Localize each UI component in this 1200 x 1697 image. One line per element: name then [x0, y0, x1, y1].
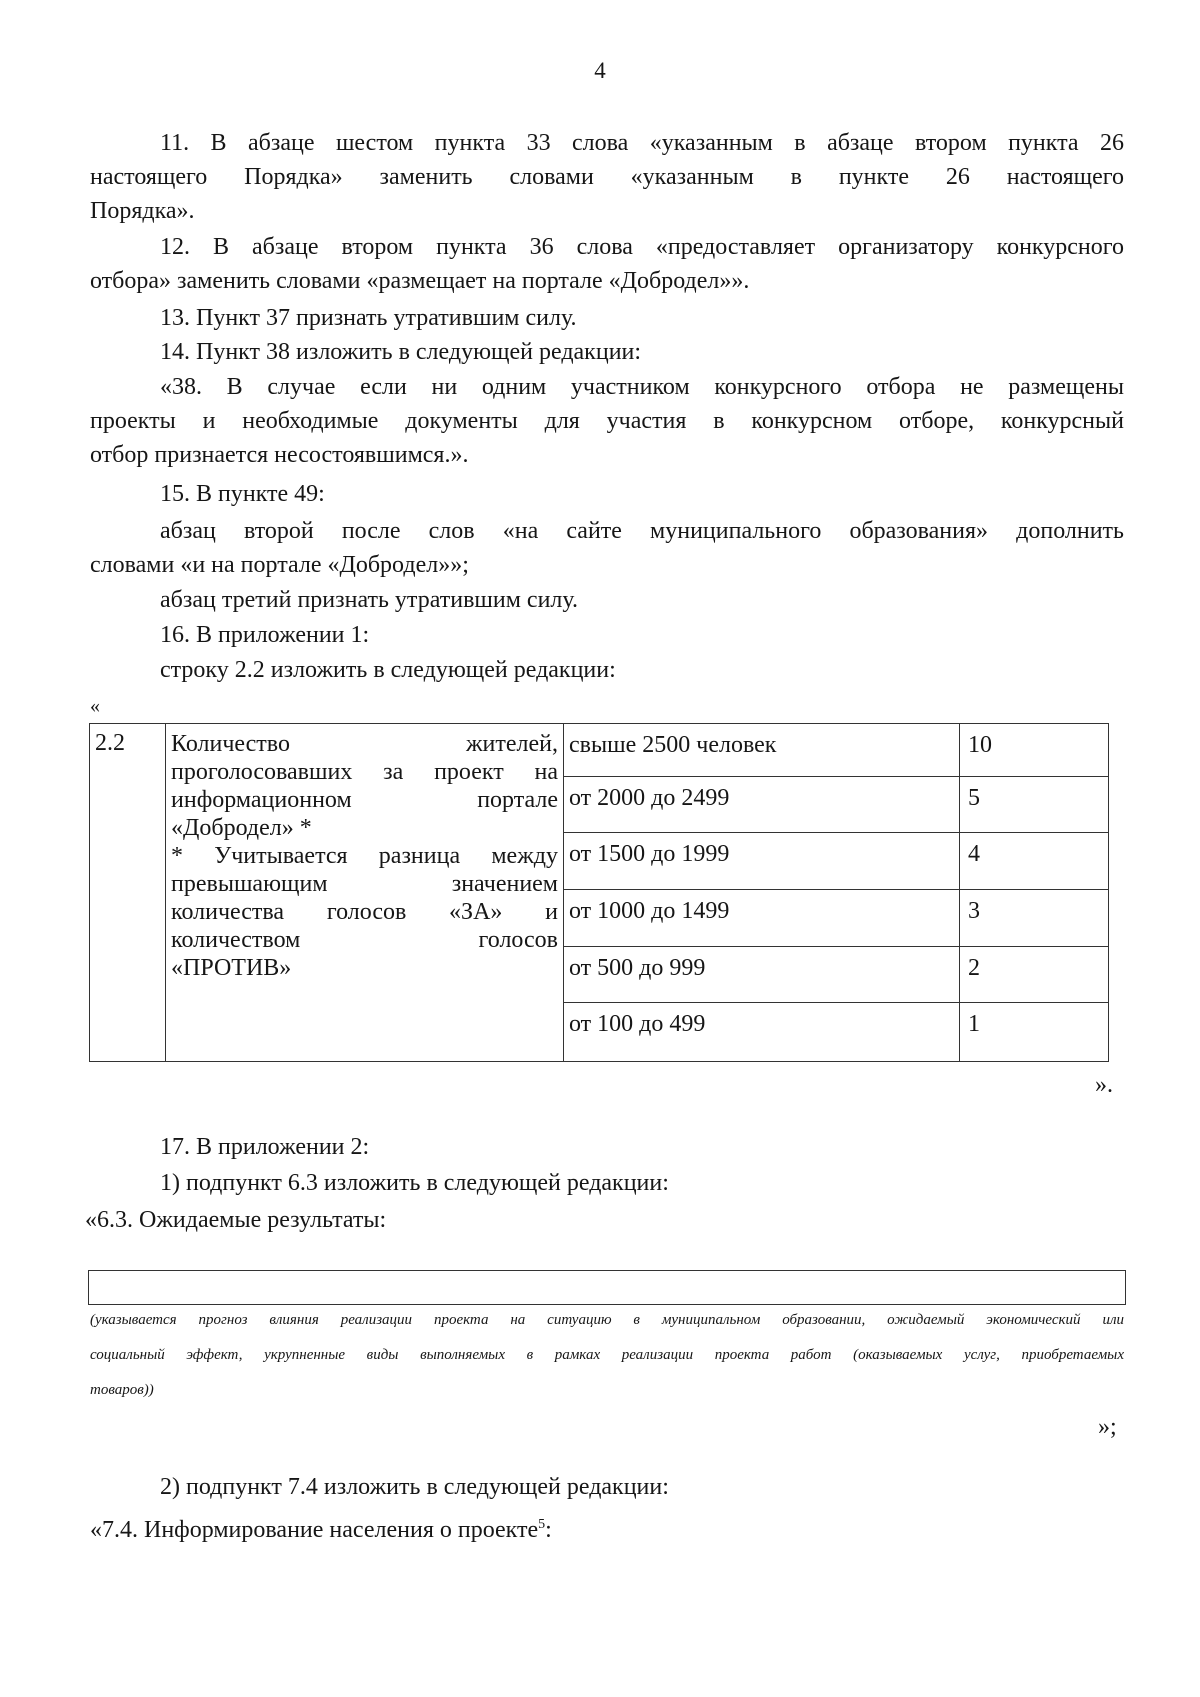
item-6-3: «6.3. Ожидаемые результаты: [85, 1207, 387, 1233]
item-13: 13. Пункт 37 признать утратившим силу. [160, 305, 577, 331]
points-cell: 3 [960, 890, 1109, 947]
range-cell: от 1000 до 1499 [564, 890, 960, 947]
item-15-para-3: абзац третий признать утратившим силу. [160, 587, 578, 613]
item-17-sub-1: 1) подпункт 6.3 изложить в следующей редакции: [160, 1170, 669, 1196]
table-row [90, 724, 1109, 777]
page-number: 4 [594, 58, 606, 83]
item-38-line-3: отбор признается несостоявшимся.». [90, 442, 469, 468]
item-11-line-3: Порядка». [90, 198, 195, 224]
hint-line-3: товаров)) [90, 1382, 154, 1398]
criterion-line: «ПРОТИВ» [171, 955, 292, 981]
quote-close-table: ». [1095, 1072, 1113, 1098]
hint-line-1: (указывается прогноз влияния реализации проекта на ситуацию в муниципальном образовании, ожидаемый экономический или [90, 1312, 1124, 1328]
range-cell: от 2000 до 2499 [564, 777, 960, 833]
item-15: 15. В пункте 49: [160, 481, 325, 507]
item-16-para: строку 2.2 изложить в следующей редакции: [160, 657, 616, 683]
quote-open: « [90, 695, 100, 717]
range-cell: свыше 2500 человек [564, 724, 960, 777]
expected-results-hint [90, 1303, 1124, 1408]
item-16: 16. В приложении 1: [160, 622, 370, 648]
item-12-line-1: 12. В абзаце втором пункта 36 слова «предоставляет организатору конкурсного [160, 234, 1124, 260]
points-cell: 4 [960, 833, 1109, 890]
item-14: 14. Пункт 38 изложить в следующей редакции: [160, 339, 642, 365]
item-17: 17. В приложении 2: [160, 1134, 370, 1160]
item-7-4-colon: : [545, 1517, 552, 1543]
item-38-line-1: «38. В случае если ни одним участником конкурсного отбора не размещены [160, 374, 1124, 400]
quote-close-6-3: »; [1098, 1414, 1117, 1440]
criterion-line: «Добродел» * [171, 815, 312, 841]
item-15-para-2 [90, 514, 1124, 582]
item-11-line-2: настоящего Порядка» заменить словами «указанным в пункте 26 настоящего [90, 164, 1124, 190]
points-cell: 1 [960, 1003, 1109, 1062]
criterion-line: информационном портале [171, 787, 558, 813]
item-7-4 [90, 1508, 552, 1547]
criterion-line: превышающим значением [171, 871, 558, 897]
criterion-line: Количество жителей, [171, 731, 558, 757]
points-cell: 5 [960, 777, 1109, 833]
range-cell: от 100 до 499 [564, 1003, 960, 1062]
item-11 [90, 126, 1124, 228]
item-11-line-1: 11. В абзаце шестом пункта 33 слова «указанным в абзаце втором пункта 26 [160, 130, 1124, 156]
item-15-para-2-line-2: словами «и на портале «Добродел»»; [90, 552, 469, 578]
item-17-sub-2: 2) подпункт 7.4 изложить в следующей редакции: [160, 1474, 669, 1500]
expected-results-field [88, 1270, 1126, 1305]
item-12 [90, 230, 1124, 298]
range-cell: от 1500 до 1999 [564, 833, 960, 890]
criterion-line: количеством голосов [171, 927, 558, 953]
points-cell: 2 [960, 947, 1109, 1003]
score-table [89, 723, 1109, 1062]
item-38-line-2: проекты и необходимые документы для участия в конкурсном отборе, конкурсный [90, 408, 1124, 434]
footnote-marker: 5 [538, 1517, 546, 1532]
criterion-line: проголосовавших за проект на [171, 759, 558, 785]
row-number-cell: 2.2 [90, 724, 166, 1062]
item-15-para-2-line-1: абзац второй после слов «на сайте муниципального образования» дополнить [160, 518, 1124, 544]
criterion-line: количества голосов «ЗА» и [171, 899, 558, 925]
range-cell: от 500 до 999 [564, 947, 960, 1003]
hint-line-2: социальный эффект, укрупненные виды выполняемых в рамках реализации проекта работ (оказываемых услуг, приобретаемых [90, 1347, 1124, 1363]
item-7-4-text: «7.4. Информирование населения о проекте [90, 1517, 539, 1543]
criterion-cell [166, 724, 564, 1062]
item-12-line-2: отбора» заменить словами «размещает на портале «Добродел»». [90, 268, 750, 294]
criterion-line: * Учитывается разница между [171, 843, 558, 869]
item-38 [90, 370, 1124, 472]
points-cell: 10 [960, 724, 1109, 777]
